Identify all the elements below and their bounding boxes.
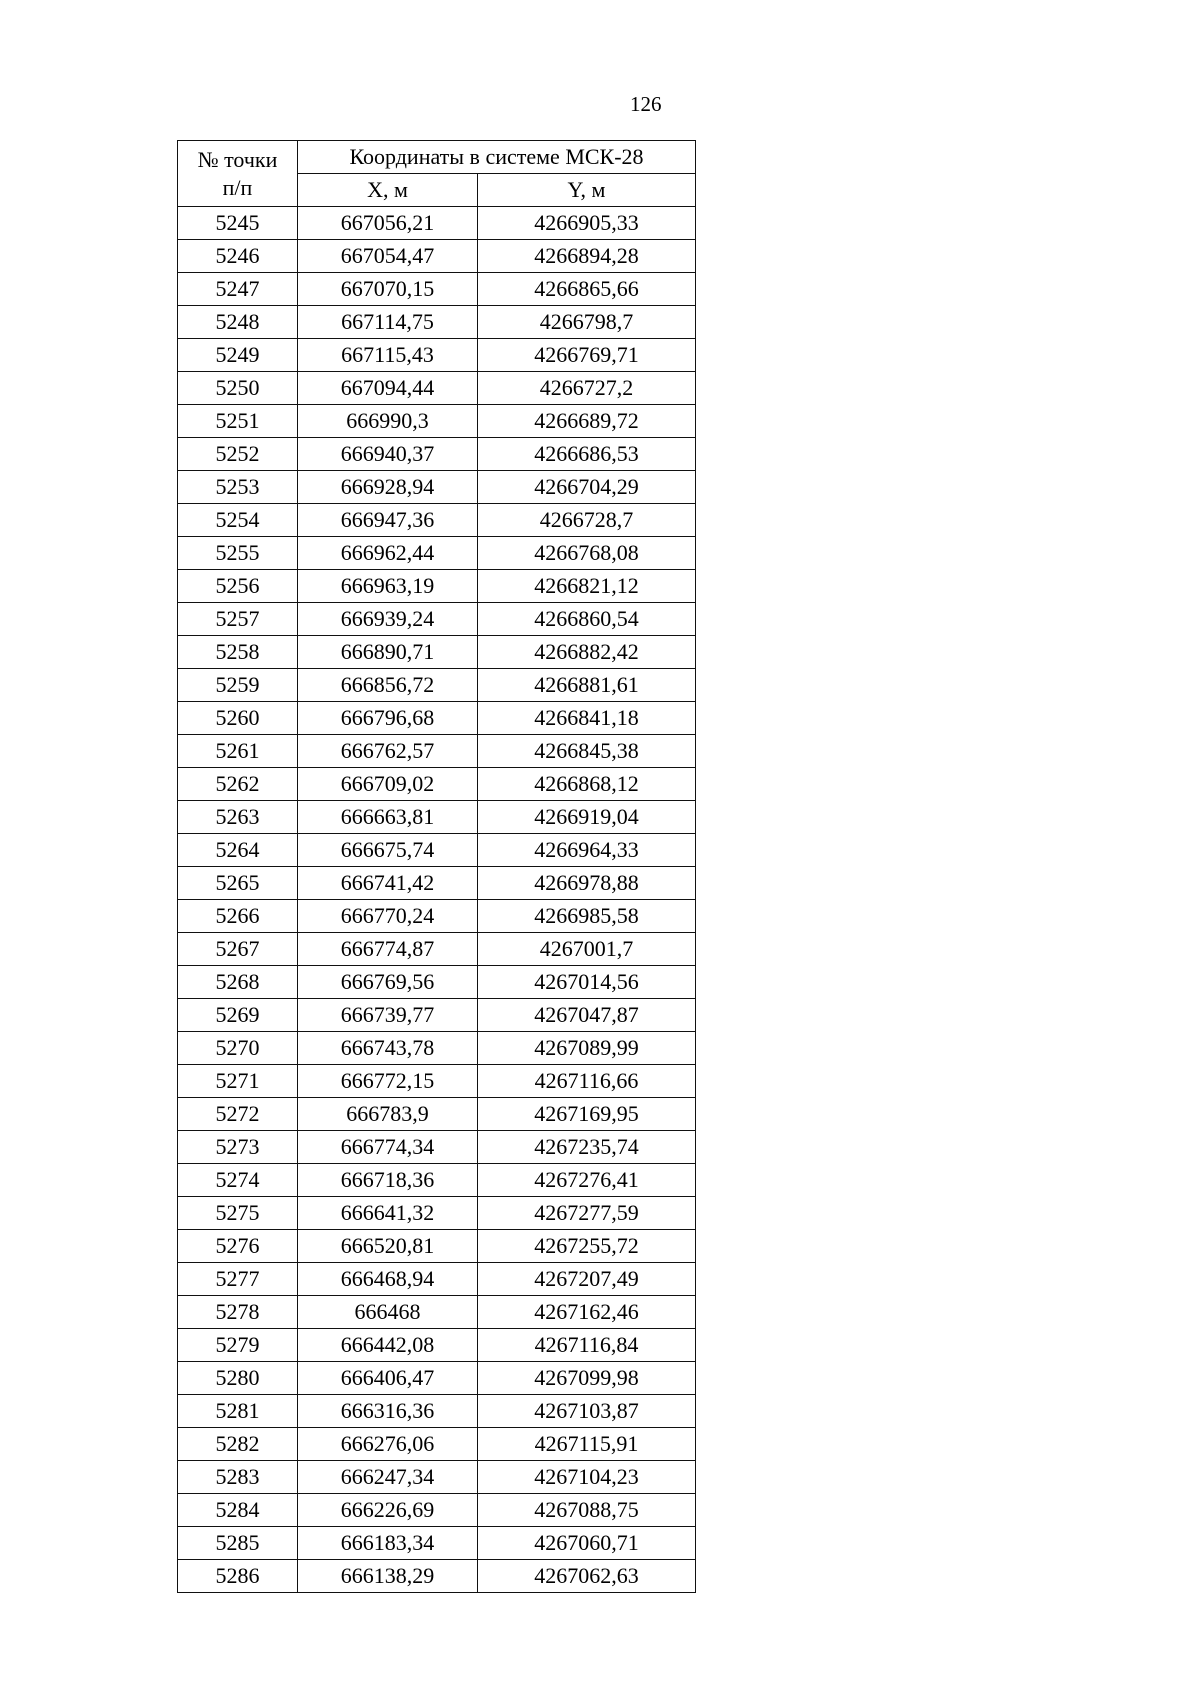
table-row	[178, 1098, 696, 1131]
point-number-cell: 5280	[178, 1362, 298, 1395]
y-coordinate-cell: 4266882,42	[478, 636, 696, 669]
point-number-cell: 5248	[178, 306, 298, 339]
point-number-cell: 5284	[178, 1494, 298, 1527]
table-row	[178, 801, 696, 834]
x-column-header: X, м	[298, 174, 478, 207]
table-row	[178, 504, 696, 537]
point-number-header	[178, 141, 298, 207]
y-coordinate-cell: 4267099,98	[478, 1362, 696, 1395]
point-number-cell: 5275	[178, 1197, 298, 1230]
y-coordinate-cell: 4267162,46	[478, 1296, 696, 1329]
y-coordinate-cell: 4267116,66	[478, 1065, 696, 1098]
table-row	[178, 240, 696, 273]
y-coordinate-cell: 4266865,66	[478, 273, 696, 306]
table-row	[178, 867, 696, 900]
table-row	[178, 1329, 696, 1362]
point-number-cell: 5274	[178, 1164, 298, 1197]
y-coordinate-cell: 4266728,7	[478, 504, 696, 537]
table-row	[178, 1197, 696, 1230]
x-coordinate-cell: 666769,56	[298, 966, 478, 999]
table-row	[178, 1362, 696, 1395]
point-number-cell: 5245	[178, 207, 298, 240]
point-number-cell: 5258	[178, 636, 298, 669]
point-number-cell: 5262	[178, 768, 298, 801]
point-number-cell: 5257	[178, 603, 298, 636]
table-row	[178, 1131, 696, 1164]
point-number-cell: 5266	[178, 900, 298, 933]
table-row	[178, 1428, 696, 1461]
x-coordinate-cell: 666939,24	[298, 603, 478, 636]
y-coordinate-cell: 4266768,08	[478, 537, 696, 570]
table-header	[178, 141, 696, 207]
point-number-cell: 5254	[178, 504, 298, 537]
point-number-cell: 5267	[178, 933, 298, 966]
y-coordinate-cell: 4266769,71	[478, 339, 696, 372]
x-coordinate-cell: 666962,44	[298, 537, 478, 570]
table-row	[178, 1461, 696, 1494]
table-row	[178, 999, 696, 1032]
x-coordinate-cell: 666709,02	[298, 768, 478, 801]
x-coordinate-cell: 667094,44	[298, 372, 478, 405]
point-number-cell: 5261	[178, 735, 298, 768]
y-coordinate-cell: 4267104,23	[478, 1461, 696, 1494]
point-number-cell: 5256	[178, 570, 298, 603]
table-row	[178, 1263, 696, 1296]
y-coordinate-cell: 4266845,38	[478, 735, 696, 768]
y-coordinate-cell: 4266689,72	[478, 405, 696, 438]
point-number-cell: 5271	[178, 1065, 298, 1098]
x-coordinate-cell: 666406,47	[298, 1362, 478, 1395]
x-coordinate-cell: 667054,47	[298, 240, 478, 273]
y-coordinate-cell: 4267047,87	[478, 999, 696, 1032]
point-number-header-line1: № точки	[197, 146, 278, 172]
table-row	[178, 669, 696, 702]
coordinates-system-header: Координаты в системе МСК-28	[298, 141, 696, 174]
x-coordinate-cell: 666739,77	[298, 999, 478, 1032]
y-coordinate-cell: 4267014,56	[478, 966, 696, 999]
x-coordinate-cell: 666741,42	[298, 867, 478, 900]
x-coordinate-cell: 666774,87	[298, 933, 478, 966]
header-row-top	[178, 141, 696, 174]
y-coordinate-cell: 4267276,41	[478, 1164, 696, 1197]
x-coordinate-cell: 666468,94	[298, 1263, 478, 1296]
point-number-cell: 5252	[178, 438, 298, 471]
y-coordinate-cell: 4266868,12	[478, 768, 696, 801]
y-coordinate-cell: 4266894,28	[478, 240, 696, 273]
point-number-cell: 5269	[178, 999, 298, 1032]
table-row	[178, 1560, 696, 1593]
y-coordinate-cell: 4267207,49	[478, 1263, 696, 1296]
y-coordinate-cell: 4266905,33	[478, 207, 696, 240]
x-coordinate-cell: 666796,68	[298, 702, 478, 735]
point-number-cell: 5268	[178, 966, 298, 999]
x-coordinate-cell: 667056,21	[298, 207, 478, 240]
table-row	[178, 735, 696, 768]
point-number-cell: 5270	[178, 1032, 298, 1065]
y-coordinate-cell: 4267001,7	[478, 933, 696, 966]
x-coordinate-cell: 666947,36	[298, 504, 478, 537]
point-number-cell: 5282	[178, 1428, 298, 1461]
table-row	[178, 405, 696, 438]
y-coordinate-cell: 4267062,63	[478, 1560, 696, 1593]
x-coordinate-cell: 666774,34	[298, 1131, 478, 1164]
point-number-cell: 5281	[178, 1395, 298, 1428]
x-coordinate-cell: 667114,75	[298, 306, 478, 339]
y-coordinate-cell: 4267277,59	[478, 1197, 696, 1230]
point-number-cell: 5286	[178, 1560, 298, 1593]
y-coordinate-cell: 4267235,74	[478, 1131, 696, 1164]
table-row	[178, 306, 696, 339]
y-column-header: Y, м	[478, 174, 696, 207]
x-coordinate-cell: 666442,08	[298, 1329, 478, 1362]
point-number-cell: 5263	[178, 801, 298, 834]
y-coordinate-cell: 4267060,71	[478, 1527, 696, 1560]
table-row	[178, 1296, 696, 1329]
y-coordinate-cell: 4267088,75	[478, 1494, 696, 1527]
y-coordinate-cell: 4266860,54	[478, 603, 696, 636]
table-row	[178, 570, 696, 603]
table-row	[178, 273, 696, 306]
y-coordinate-cell: 4266978,88	[478, 867, 696, 900]
coordinates-table	[177, 140, 696, 1593]
point-number-cell: 5253	[178, 471, 298, 504]
table-body	[178, 207, 696, 1593]
y-coordinate-cell: 4266704,29	[478, 471, 696, 504]
x-coordinate-cell: 666663,81	[298, 801, 478, 834]
table-row	[178, 603, 696, 636]
x-coordinate-cell: 666226,69	[298, 1494, 478, 1527]
table-row	[178, 702, 696, 735]
x-coordinate-cell: 666641,32	[298, 1197, 478, 1230]
table-row	[178, 207, 696, 240]
point-number-cell: 5285	[178, 1527, 298, 1560]
point-number-cell: 5264	[178, 834, 298, 867]
table-row	[178, 372, 696, 405]
y-coordinate-cell: 4266964,33	[478, 834, 696, 867]
x-coordinate-cell: 666316,36	[298, 1395, 478, 1428]
table-row	[178, 1494, 696, 1527]
y-coordinate-cell: 4266841,18	[478, 702, 696, 735]
point-number-cell: 5278	[178, 1296, 298, 1329]
point-number-cell: 5260	[178, 702, 298, 735]
point-number-cell: 5247	[178, 273, 298, 306]
table-row	[178, 438, 696, 471]
x-coordinate-cell: 666276,06	[298, 1428, 478, 1461]
x-coordinate-cell: 666520,81	[298, 1230, 478, 1263]
point-number-cell: 5250	[178, 372, 298, 405]
x-coordinate-cell: 666468	[298, 1296, 478, 1329]
table-row	[178, 966, 696, 999]
table-row	[178, 768, 696, 801]
x-coordinate-cell: 666675,74	[298, 834, 478, 867]
x-coordinate-cell: 666770,24	[298, 900, 478, 933]
y-coordinate-cell: 4267116,84	[478, 1329, 696, 1362]
table-row	[178, 636, 696, 669]
point-number-cell: 5272	[178, 1098, 298, 1131]
x-coordinate-cell: 666783,9	[298, 1098, 478, 1131]
table-row	[178, 1395, 696, 1428]
x-coordinate-cell: 666138,29	[298, 1560, 478, 1593]
table-row	[178, 339, 696, 372]
point-number-cell: 5277	[178, 1263, 298, 1296]
table-row	[178, 1230, 696, 1263]
x-coordinate-cell: 666890,71	[298, 636, 478, 669]
table-row	[178, 1032, 696, 1065]
point-number-cell: 5259	[178, 669, 298, 702]
table-row	[178, 834, 696, 867]
y-coordinate-cell: 4267115,91	[478, 1428, 696, 1461]
table-row	[178, 1164, 696, 1197]
y-coordinate-cell: 4266985,58	[478, 900, 696, 933]
x-coordinate-cell: 667070,15	[298, 273, 478, 306]
y-coordinate-cell: 4266821,12	[478, 570, 696, 603]
x-coordinate-cell: 666990,3	[298, 405, 478, 438]
y-coordinate-cell: 4266727,2	[478, 372, 696, 405]
table-row	[178, 933, 696, 966]
table-row	[178, 1065, 696, 1098]
table-row	[178, 1527, 696, 1560]
page-number: 126	[630, 92, 662, 116]
y-coordinate-cell: 4266798,7	[478, 306, 696, 339]
table-row	[178, 537, 696, 570]
y-coordinate-cell: 4266686,53	[478, 438, 696, 471]
x-coordinate-cell: 666772,15	[298, 1065, 478, 1098]
point-number-cell: 5276	[178, 1230, 298, 1263]
x-coordinate-cell: 667115,43	[298, 339, 478, 372]
point-number-cell: 5255	[178, 537, 298, 570]
point-number-cell: 5273	[178, 1131, 298, 1164]
y-coordinate-cell: 4267089,99	[478, 1032, 696, 1065]
x-coordinate-cell: 666743,78	[298, 1032, 478, 1065]
y-coordinate-cell: 4267169,95	[478, 1098, 696, 1131]
x-coordinate-cell: 666247,34	[298, 1461, 478, 1494]
table-row	[178, 900, 696, 933]
x-coordinate-cell: 666963,19	[298, 570, 478, 603]
x-coordinate-cell: 666762,57	[298, 735, 478, 768]
point-number-cell: 5283	[178, 1461, 298, 1494]
x-coordinate-cell: 666856,72	[298, 669, 478, 702]
y-coordinate-cell: 4267103,87	[478, 1395, 696, 1428]
point-number-header-line2: п/п	[222, 174, 253, 200]
table-row	[178, 471, 696, 504]
point-number-cell: 5249	[178, 339, 298, 372]
point-number-cell: 5279	[178, 1329, 298, 1362]
point-number-cell: 5246	[178, 240, 298, 273]
point-number-cell: 5265	[178, 867, 298, 900]
x-coordinate-cell: 666940,37	[298, 438, 478, 471]
y-coordinate-cell: 4266919,04	[478, 801, 696, 834]
x-coordinate-cell: 666928,94	[298, 471, 478, 504]
y-coordinate-cell: 4267255,72	[478, 1230, 696, 1263]
x-coordinate-cell: 666718,36	[298, 1164, 478, 1197]
point-number-cell: 5251	[178, 405, 298, 438]
y-coordinate-cell: 4266881,61	[478, 669, 696, 702]
x-coordinate-cell: 666183,34	[298, 1527, 478, 1560]
